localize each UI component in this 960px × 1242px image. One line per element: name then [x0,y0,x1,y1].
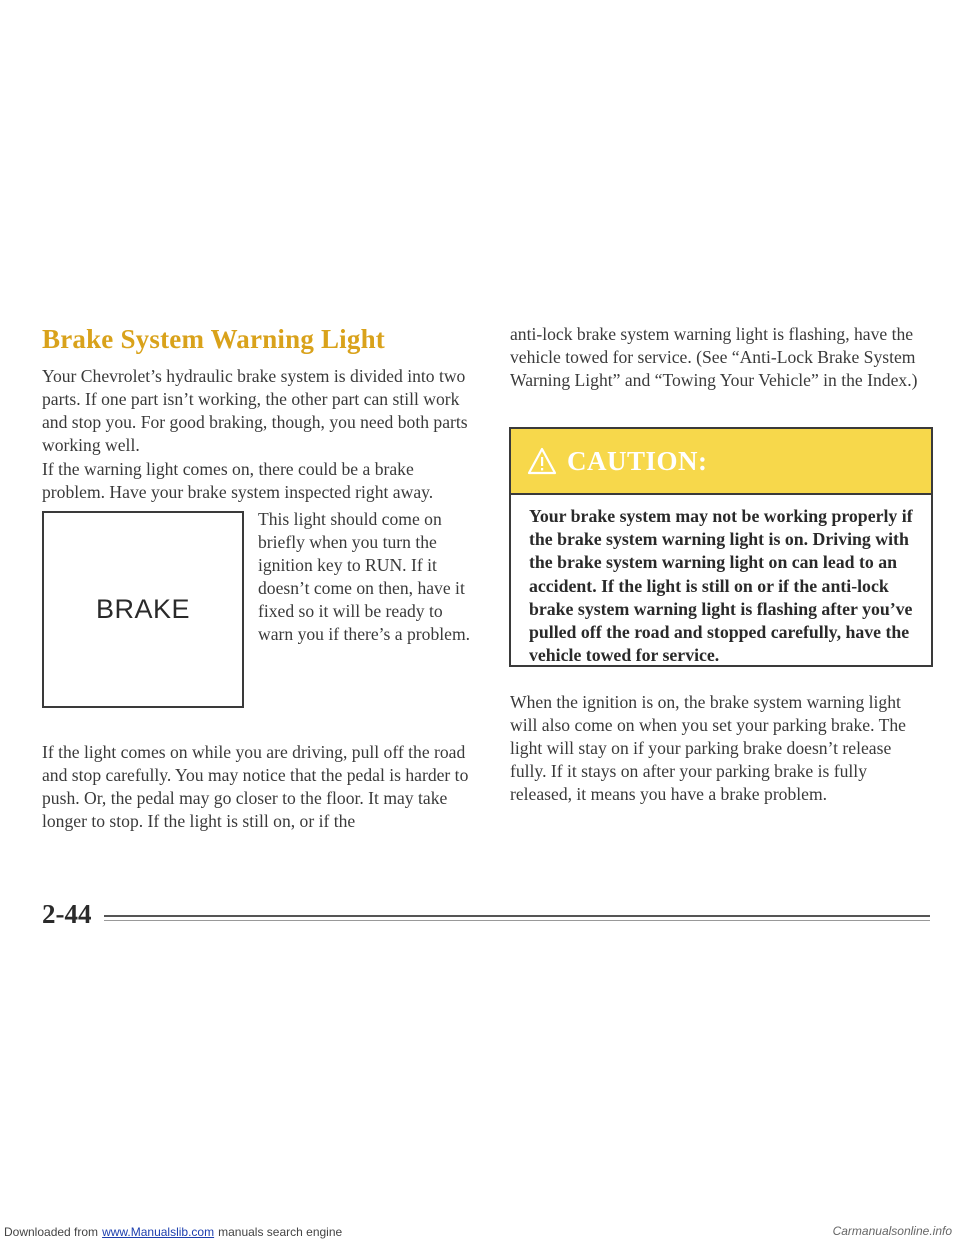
footer-rule-thin [104,920,930,921]
driving-paragraph: If the light comes on while you are driving, pull off the road and stop carefully. You may notice that the pedal is harder to push. Or, the pedal may go closer to the floor. It may take longer to stop. If the light is still on, or if the [42,742,469,831]
download-watermark [0,1222,960,1242]
parking-paragraph: When the ignition is on, the brake system warning light will also come on when you set your parking brake. The light will stay on if your parking brake doesn’t release fully. If it stays on after your parking brake is fully released, it means you have a brake problem. [510,692,906,804]
caution-box [509,427,933,667]
warning-paragraph: If the warning light comes on, there could be a brake problem. Have your brake system inspected right away. [42,459,434,502]
continued-paragraph: anti-lock brake system warning light is flashing, have the vehicle towed for service. (See “Anti-Lock Brake System Warning Light” and “Towing Your Vehicle” in the Index.) [510,324,918,390]
footer-rule [104,915,930,917]
section-heading: Brake System Warning Light [42,324,385,354]
manualslib-link[interactable]: www.Manualslib.com [102,1225,215,1239]
caution-title: CAUTION: [567,445,708,476]
check-paragraph: This light should come on briefly when you turn the ignition key to RUN. If it doesn’t come on then, have it fixed so it will be ready to warn you if there’s a problem. [258,509,471,644]
brake-indicator-illustration [42,511,244,708]
watermark-right: Carmanualsonline.info [832,1224,952,1238]
watermark-suffix: manuals search engine [218,1225,343,1239]
brake-indicator-label: BRAKE [95,594,191,624]
intro-paragraph: Your Chevrolet’s hydraulic brake system is divided into two parts. If one part isn’t working, the other part can still work and stop you. For good braking, though, you need both parts working well. [42,366,468,455]
warning-triangle-icon [527,446,557,476]
page-number: 2-44 [42,899,92,929]
watermark-prefix: Downloaded from [4,1225,99,1239]
caution-body: Your brake system may not be working properly if the brake system warning light is on. Driving with the brake system warning light on can lead to an accident. If the light is still on or if the anti-lock brake system warning light is flashing after you’ve pulled off the road and stopped carefully, have the vehicle towed for service. [529,506,913,666]
caution-header [511,429,931,495]
